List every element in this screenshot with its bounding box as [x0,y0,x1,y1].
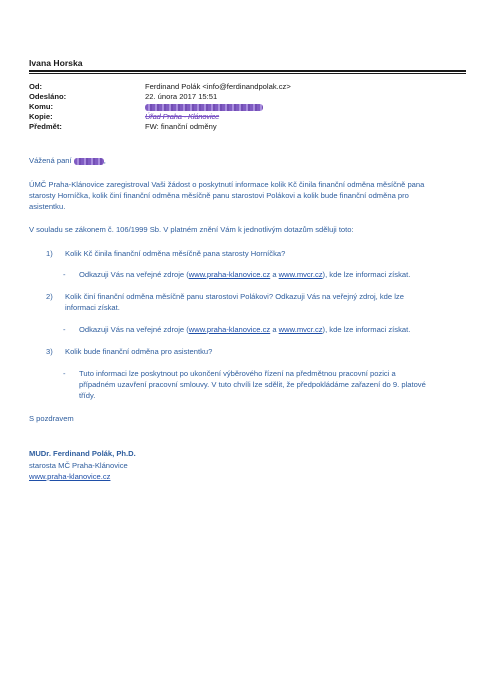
greeting [29,155,106,166]
sent-value: 22. února 2017 15:51 [145,92,218,101]
a1-dash: - [63,270,66,279]
a1-mid: a [270,270,279,279]
from-value: Ferdinand Polák <info@ferdinandpolak.cz> [145,82,291,91]
greeting-name-redaction [74,158,104,165]
q3-text: Kolik bude finanční odměna pro asistentku? [65,347,213,356]
a2-link-praha-klanovice[interactable]: www.praha-klanovice.cz [188,325,271,334]
a2-text [79,324,410,335]
q3-number: 3) [46,347,53,356]
q2-line-2: informaci získat. [65,303,120,312]
intro-line-2: starosty Horníčka, kolik činí finanční odměna měsíčně panu starostovi Polákovi a kolik bude finanční odměna pro [29,191,409,200]
subject-label: Předmět: [29,122,62,131]
a3-dash: - [63,369,66,378]
redaction-mark [145,104,263,111]
greeting-suffix: , [103,156,106,165]
greeting-prefix: Vážená paní [29,156,72,165]
intro-paragraph [29,179,479,212]
q2-number: 2) [46,292,53,301]
a1-link-praha-klanovice[interactable]: www.praha-klanovice.cz [188,270,271,279]
a2-mid: a [270,325,279,334]
cc-label: Kopie: [29,112,53,121]
q1-number: 1) [46,249,53,258]
a2-prefix: Odkazuji Vás na veřejné zdroje ( [79,325,189,334]
q2-text [65,291,465,313]
header-divider-thin [29,73,466,74]
from-label: Od: [29,82,43,91]
a2-suffix: ), kde lze informaci získat. [322,325,411,334]
signature-name: MUDr. Ferdinand Polák, Ph.D. [29,449,136,458]
intro-line-1: ÚMČ Praha-Klánovice zaregistroval Vaši žádost o poskytnutí informace kolik Kč činila finanční odměna měsíčně pana [29,180,425,189]
signature-link[interactable]: www.praha-klanovice.cz [29,472,111,481]
subject-value: FW: finanční odměny [145,122,217,131]
header-divider-thick [29,70,466,72]
to-label: Komu: [29,102,54,111]
signature-title: starosta MČ Praha-Klánovice [29,461,128,470]
q2-line-1: Kolik činí finanční odměna měsíčně panu starostovi Polákovi? Odkazuji Vás na veřejný zdroj, kde lze [65,292,404,301]
a3-text [79,368,469,401]
sent-label: Odesláno: [29,92,67,101]
cc-value-redacted: Úřad Praha - Klánovice [145,112,220,121]
a3-line-3: třídy. [79,391,96,400]
a1-suffix: ), kde lze informaci získat. [322,270,411,279]
a1-prefix: Odkazuji Vás na veřejné zdroje ( [79,270,189,279]
a3-line-1: Tuto informaci lze poskytnout po ukončení výběrového řízení na předmětnou pracovní pozici a [79,369,396,378]
a1-link-mvcr[interactable]: www.mvcr.cz [278,270,323,279]
a2-dash: - [63,325,66,334]
a3-line-2: případném uzavření pracovní smlouvy. V tuto chvíli lze sdělit, že předpokládáme zařazení do 9. platové [79,380,426,389]
a1-text [79,269,410,280]
q1-text: Kolik Kč činila finanční odměna měsíčně panа starosty Horníčka? [65,249,286,258]
law-reference: V souladu se zákonem č. 106/1999 Sb. V platném znění Vám k jednotlivým dotazům sděluji toto: [29,225,354,234]
intro-line-3: asistentku. [29,202,66,211]
a2-link-mvcr[interactable]: www.mvcr.cz [278,325,323,334]
mailbox-owner-name: Ivana Horska [29,58,83,68]
to-value-redaction [145,102,263,112]
closing: S pozdravem [29,414,74,423]
